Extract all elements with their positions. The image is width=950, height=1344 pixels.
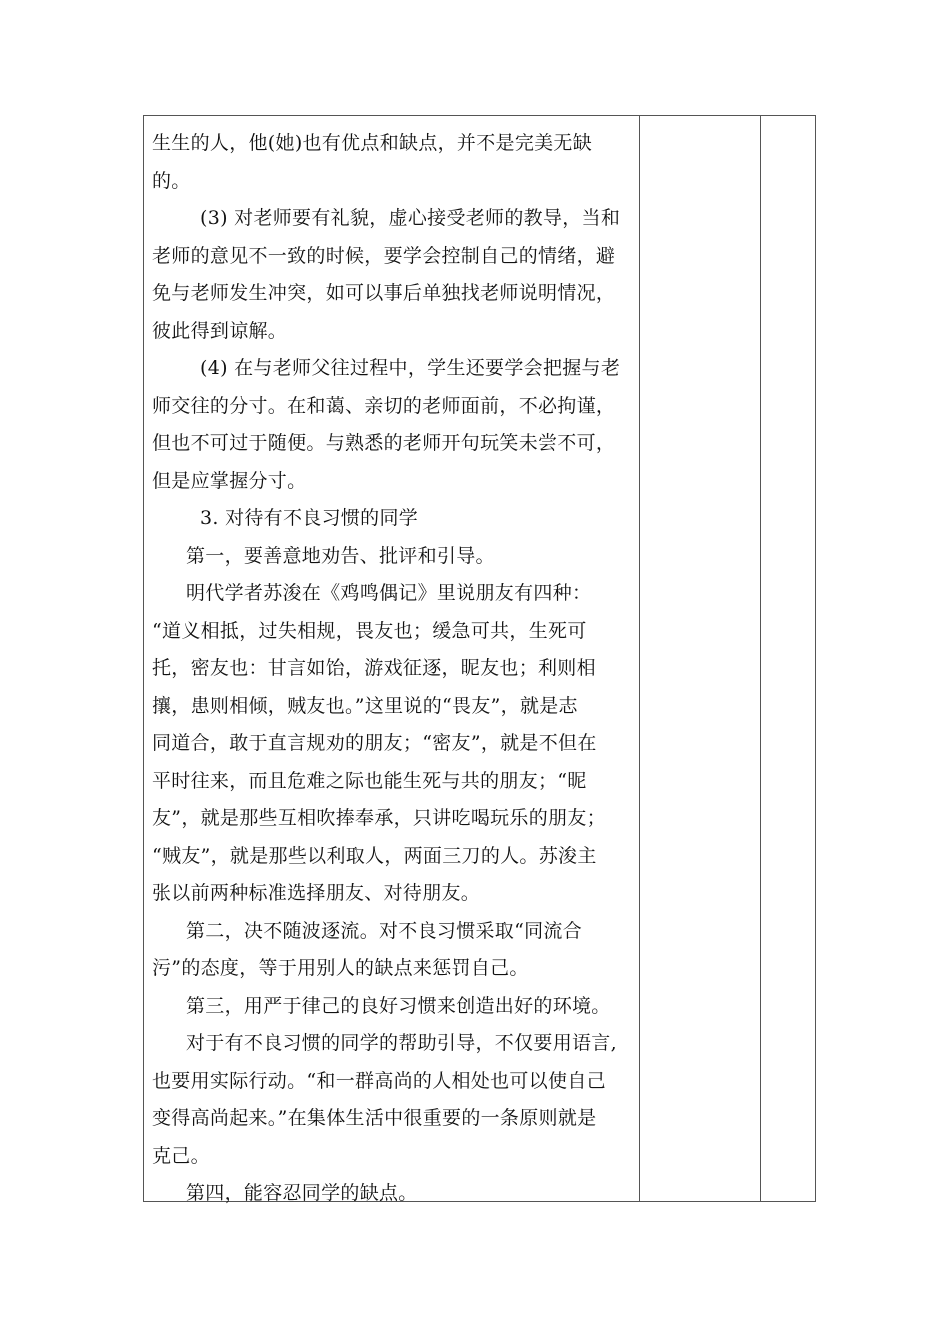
text-line: 老师的意见不一致的时候，要学会控制自己的情绪，避 <box>152 244 616 267</box>
text-line: 第四，能容忍同学的缺点。 <box>186 1182 418 1204</box>
content-column <box>144 116 640 1204</box>
text-line: 的。 <box>152 169 191 192</box>
lesson-table <box>143 115 816 1202</box>
text-line: (3) 对老师要有礼貌，虚心接受老师的教导，当和 <box>200 207 621 229</box>
text-line: 变得高尚起来。”在集体生活中很重要的一条原则就是 <box>152 1107 597 1129</box>
text-line: 平时往来，而且危难之际也能生死与共的朋友；“昵 <box>152 769 587 792</box>
text-line: 师交往的分寸。在和蔼、亲切的老师面前，不必拘谨， <box>152 394 616 417</box>
text-line: 对于有不良习惯的同学的帮助引导，不仅要用语言, <box>186 1032 617 1054</box>
text-line: 第三，用严于律己的良好习惯来创造出好的环境。 <box>186 994 611 1017</box>
text-line: 彼此得到谅解。 <box>152 319 288 342</box>
text-line: 污”的态度，等于用别人的缺点来惩罚自己。 <box>152 957 529 979</box>
text-line: 攘，患则相倾，贼友也。”这里说的“畏友”，就是志 <box>152 694 578 717</box>
empty-column-middle <box>640 116 761 1201</box>
text-line: “贼友”，就是那些以利取人，两面三刀的人。苏浚主 <box>152 844 597 867</box>
text-line: 但是应掌握分寸。 <box>152 469 307 492</box>
text-line: 托，密友也：甘言如饴，游戏征逐，昵友也；利则相 <box>152 657 596 679</box>
text-line: 但也不可过于随便。与熟悉的老师开句玩笑未尝不可， <box>152 432 616 454</box>
text-line: “道义相抵，过失相规，畏友也；缓急可共，生死可 <box>152 619 587 642</box>
text-line: 克己。 <box>152 1144 210 1167</box>
text-line: 同道合，敢于直言规劝的朋友；“密友”，就是不但在 <box>152 732 597 754</box>
text-line: 生生的人，他(她)也有优点和缺点，并不是完美无缺 <box>152 132 593 154</box>
text-line: 3. 对待有不良习惯的同学 <box>200 507 419 529</box>
empty-column-right <box>761 116 815 1201</box>
text-line: 第一，要善意地劝告、批评和引导。 <box>186 544 495 567</box>
text-line: 张以前两种标准选择朋友、对待朋友。 <box>152 882 481 904</box>
text-line: (4) 在与老师父往过程中，学生还要学会把握与老 <box>200 357 621 379</box>
text-line: 友”，就是那些互相吹捧奉承，只讲吃喝玩乐的朋友； <box>152 807 606 829</box>
text-line: 也要用实际行动。“和一群高尚的人相处也可以使自己 <box>152 1069 606 1092</box>
text-line: 明代学者苏浚在《鸡鸣偶记》里说朋友有四种： <box>186 582 592 604</box>
text-line: 第二，决不随波逐流。对不良习惯采取“同流合 <box>186 919 583 942</box>
text-line: 免与老师发生冲突，如可以事后单独找老师说明情况， <box>152 282 616 304</box>
